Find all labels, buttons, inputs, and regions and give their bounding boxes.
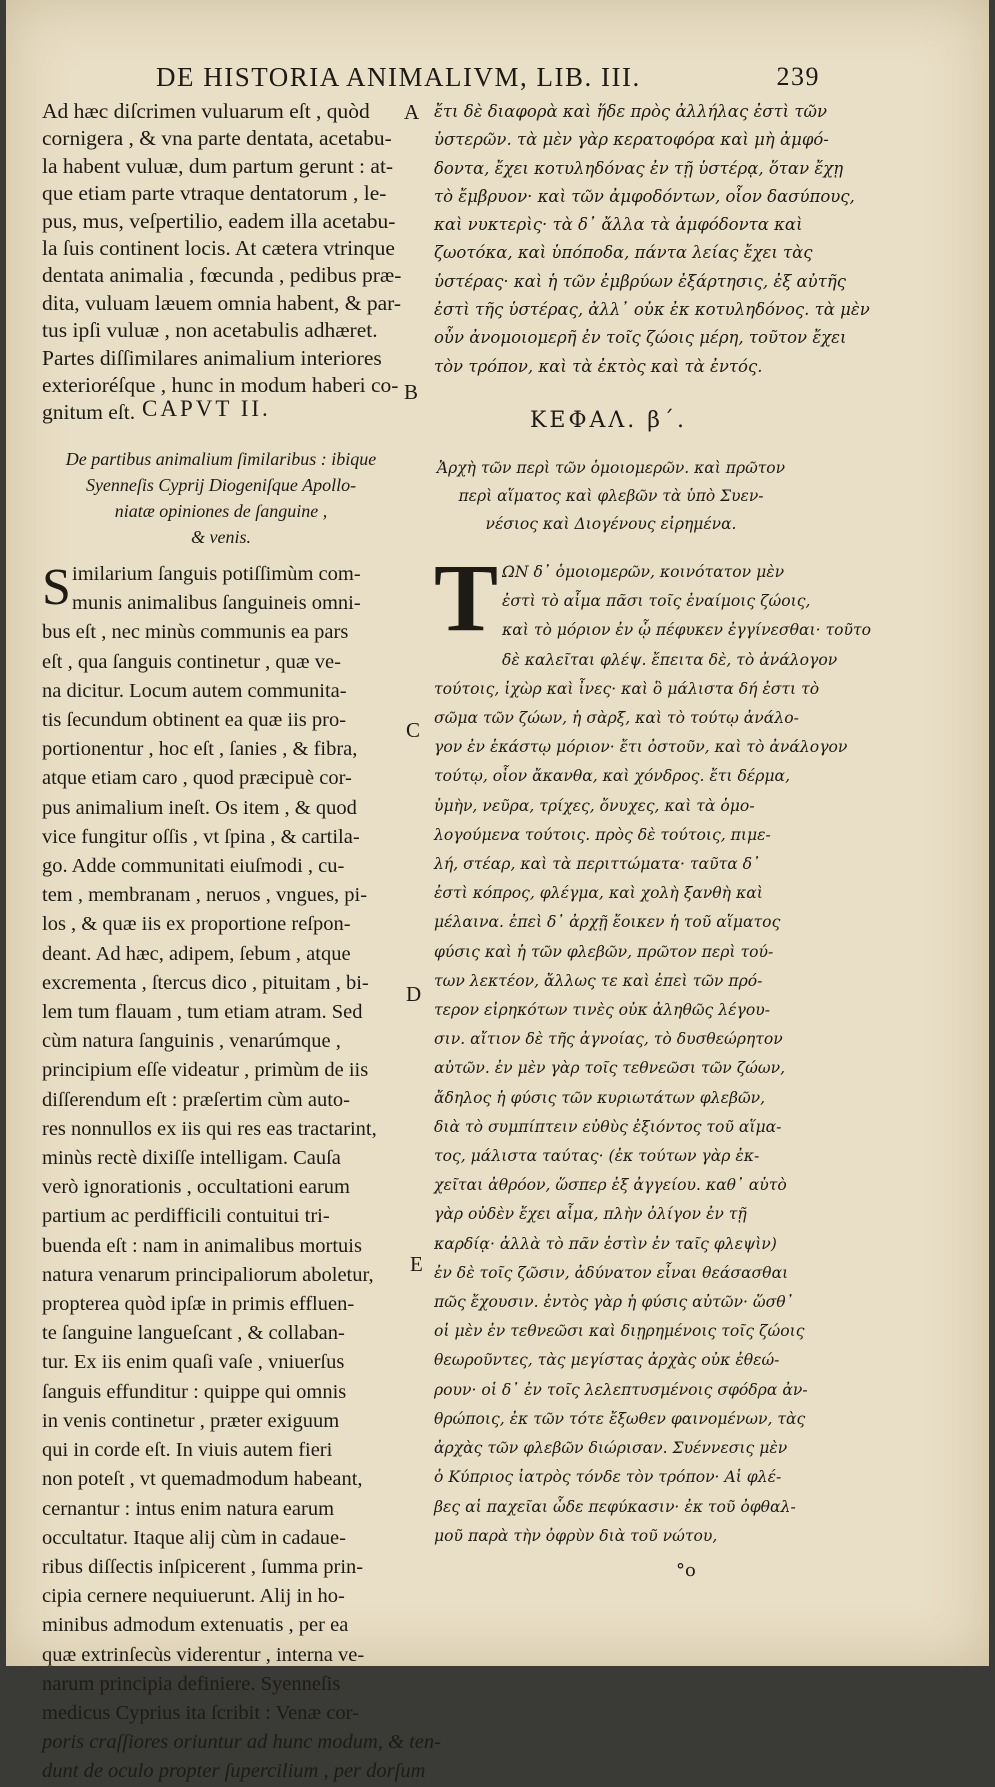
text-line: atque etiam caro , quod præcipuè cor- — [42, 767, 352, 790]
text-line: χεῖται ἀθρόον, ὥσπερ ἐξ ἀγγείου. καθ᾽ αὑτὸ — [434, 1176, 787, 1195]
text-line: dita, vuluam læuem omnia habent, & par- — [42, 290, 402, 315]
text-line: θεωροῦντες, τὰς μεγίστας ἀρχὰς οὐκ ἐθεώ- — [434, 1351, 780, 1370]
text-line: quæ extrinſecùs viderentur , interna ve- — [42, 1643, 365, 1666]
text-line: ἐν δὲ τοῖς ζῶσιν, ἀδύνατον εἶναι θεάσασθαι — [434, 1263, 789, 1282]
text-line: medicus Cyprius ita ſcribit : Venæ cor- — [42, 1701, 359, 1724]
text-line: portionentur , hoc eſt , ſanies , & fibra, — [42, 738, 358, 761]
text-line: σῶμα τῶν ζώων, ἡ σὰρξ, καὶ τὸ τούτῳ ἀνάλο- — [434, 709, 799, 728]
latin-continuation-text — [42, 98, 402, 427]
drop-cap-latin: S — [42, 559, 71, 616]
text-line: οὖν ἀνομοιομερῆ ἐν τοῖς ζώοις μέρη, τοῦτον ἔχει — [434, 328, 847, 348]
drop-cap-greek: Τ — [434, 544, 499, 651]
text-line: dentata animalia , fœcunda , pedibus præ- — [42, 263, 402, 288]
chapter-summary-greek — [424, 454, 798, 538]
text-line: τὸν τρόπον, καὶ τὰ ἐκτὸς καὶ τὰ ἐντός. — [434, 356, 763, 376]
greek-continuation-text — [434, 98, 870, 381]
text-line: tis ſecundum obtinent ea quæ iis pro- — [42, 709, 347, 732]
text-line: bus eſt , nec minùs communis ea pars — [42, 621, 349, 644]
text-line: βες αἱ παχεῖαι ὧδε πεφύκασιν· ἐκ τοῦ ὀφθαλ- — [434, 1497, 796, 1516]
text-line: δοντα, ἔχει κοτυληδόνας ἐν τῇ ὑστέρᾳ, ὅταν ἔχῃ — [434, 158, 844, 178]
book-page — [6, 0, 989, 1783]
text-line: pus, mus, veſpertilio, eadem illa acetabu- — [42, 208, 396, 233]
text-line: cipia cernere nequiuerunt. Alij in ho- — [42, 1585, 345, 1608]
text-line: ſanguis effunditur : quippe qui omnis — [42, 1380, 347, 1403]
text-line: verò ignorationis , occultationi earum — [42, 1176, 350, 1199]
margin-marker-b: B — [404, 380, 419, 404]
running-header — [156, 62, 820, 93]
text-line: οἱ μὲν ἐν τεθνεῶσι καὶ διῃρημένοις τοῖς ζώοις — [434, 1322, 805, 1341]
text-line: ὑστερῶν. τὰ μὲν γὰρ κερατοφόρα καὶ μὴ ἀμφό- — [434, 130, 829, 150]
text-line: θρώποις, ἐκ τῶν τότε ἔξωθεν φαινομένων, τὰς — [434, 1409, 806, 1428]
text-line: δὲ καλεῖται φλέψ. ἔπειτα δὲ, τὸ ἀνάλογον — [502, 650, 838, 669]
text-line: τὸ ἔμβρυον· καὶ τῶν ἀμφοδόντων, οἷον δασύπους, — [434, 186, 855, 206]
text-line: ἔτι δὲ διαφορὰ καὶ ἥδε πρὸς ἀλλήλας ἐστὶ τῶν — [434, 102, 828, 121]
text-line: Ἀρχὴ τῶν περὶ τῶν ὁμοιομερῶν. καὶ πρῶτον — [436, 459, 786, 477]
text-line: ἐστὶ τὸ αἷμα πᾶσι τοῖς ἐναίμοις ζώοις, — [502, 592, 811, 611]
text-line: μέλαινα. ἐπεὶ δ᾽ ἀρχῇ ἔοικεν ἡ τοῦ αἵματος — [434, 913, 781, 932]
margin-marker-a: A — [404, 100, 420, 124]
text-line: que etiam parte vtraque dentatorum , le- — [42, 181, 387, 206]
text-line: excrementa , ſtercus dico , pituitam , bi- — [42, 971, 369, 994]
text-line: ρουν· οἱ δ᾽ ἐν τοῖς λελεπτυσμένοις σφόδρα ἀν- — [434, 1380, 808, 1399]
text-line: diſſerendum eſt : præſertim cùm auto- — [42, 1088, 350, 1111]
text-line: σιν. αἴτιον δὲ τῆς ἀγνοίας, τὸ δυσθεώρητον — [434, 1030, 783, 1049]
text-line: ὑμὴν, νεῦρα, τρίχες, ὄνυχες, καὶ τὰ ὁμο- — [434, 796, 755, 815]
text-line: minibus admodum extenuatis , per ea — [42, 1614, 349, 1637]
text-line: niatæ opiniones de ſanguine , — [114, 501, 328, 521]
text-line: deant. Ad hæc, adipem, ſebum , atque — [42, 942, 351, 965]
text-line: ὑστέρας· καὶ ἡ τῶν ἐμβρύων ἐξάρτησις, ἐξ αὐτῆς — [434, 271, 846, 291]
text-line: φύσις καὶ ἡ τῶν φλεβῶν, πρῶτον περὶ τού- — [434, 942, 774, 961]
text-line: te ſanguine langueſcant , & collaban- — [42, 1322, 345, 1345]
text-line: ἐστὶ τῆς ὑστέρας, ἀλλ᾽ οὐκ ἐκ κοτυληδόνος. τὰ μὲν — [434, 300, 870, 320]
text-line: na dicitur. Locum autem communita- — [42, 679, 347, 702]
text-line: natura venarum principaliorum aboletur, — [42, 1263, 374, 1286]
text-line: minùs rectè dixiſſe intelligam. Cauſa — [42, 1147, 341, 1170]
text-line: cornigera , & vna parte dentata, acetabu- — [42, 126, 392, 151]
text-line: γον ἐν ἑκάστῳ μόριον· ἔτι ὀστοῦν, καὶ τὸ ἀνάλογον — [434, 738, 848, 757]
text-line: ἐστὶ κόπρος, φλέγμα, καὶ χολὴ ξανθὴ καὶ — [434, 884, 763, 903]
text-line: buenda eſt : nam in animalibus mortuis — [42, 1234, 362, 1257]
text-line: πῶς ἔχουσιν. ἐντὸς γὰρ ἡ φύσις αὐτῶν· ὥσθ᾽ — [434, 1293, 794, 1312]
text-line: Syenneſis Cyprij Diogeniſque Apollo- — [85, 475, 357, 495]
text-line: cùm natura ſanguinis , venarúmque , — [42, 1030, 341, 1053]
text-line: occultatur. Itaque alij cùm in cadaue- — [42, 1526, 346, 1549]
text-line: μοῦ παρὰ τὴν ὀφρὺν διὰ τοῦ νώτου, — [434, 1526, 718, 1545]
text-line: λή, στέαρ, καὶ τὰ περιττώματα· ταῦτα δ᾽ — [434, 855, 760, 874]
text-line: propterea quòd ipſæ in primis effluen- — [42, 1293, 355, 1316]
text-line: τούτῳ, οἷον ἄκανθα, καὶ χόνδρος. ἔτι δέρμα, — [434, 767, 791, 786]
text-line: καρδίᾳ· ἀλλὰ τὸ πᾶν ἐστὶν ἐν ταῖς φλεψὶν) — [434, 1234, 777, 1253]
text-line: munis animalibus ſanguineis omni- — [72, 592, 361, 615]
page-number: 239 — [776, 62, 820, 91]
text-line: partium ac perdifficili contuitui tri- — [42, 1205, 330, 1228]
text-line: διὰ τὸ συμπίπτειν εὐθὺς ἐξιόντος τοῦ αἵμα- — [434, 1117, 782, 1136]
text-line: go. Adde communitati eiuſmodi , cu- — [42, 855, 345, 878]
text-line: principium eſſe videatur , primùm de iis — [42, 1059, 369, 1082]
text-line: lem tum flauam , tum etiam atram. Sed — [42, 1001, 363, 1024]
text-line: καὶ τὸ μόριον ἐν ᾧ πέφυκεν ἐγγίνεσθαι· τοῦτο — [502, 621, 872, 640]
greek-body-text — [434, 558, 872, 1551]
text-line: νέσιος καὶ Διογένους εἰρημένα. — [485, 515, 737, 533]
text-line: Ad hæc diſcrimen vuluarum eſt , quòd — [42, 99, 370, 123]
text-line: eſt , qua ſanguis continetur , quæ ve- — [42, 650, 341, 673]
text-line: Partes diſſimilares animalium interiores — [42, 345, 382, 370]
text-line: la habent vuluæ, dum partum gerunt : at- — [42, 153, 394, 178]
running-title: DE HISTORIA ANIMALIVM, LIB. III. — [156, 62, 641, 92]
text-line: la ſuis continent locis. At cætera vtrinque — [42, 236, 395, 261]
margin-marker-c: C — [406, 718, 421, 742]
text-line: narum principia definiere. Syenneſis — [42, 1672, 341, 1695]
text-line: λογούμενα τούτοις. πρὸς δὲ τούτοις, πιμε- — [434, 825, 771, 844]
text-line: αὐτῶν. ἐν μὲν γὰρ τοῖς τεθνεῶσι τῶν ζώων, — [434, 1059, 786, 1078]
text-line: τος, μάλιστα ταύτας· (ἐκ τούτων γὰρ ἐκ- — [434, 1147, 760, 1166]
text-line: ὁ Κύπριος ἰατρὸς τόνδε τὸν τρόπον· Αἱ φλέ- — [434, 1468, 782, 1487]
chapter-heading-greek: ΚΕΦΑΛ. β΄. — [530, 408, 688, 433]
text-line: imilarium ſanguis potiſſimùm com- — [72, 563, 361, 585]
text-line: περὶ αἵματος καὶ φλεβῶν τὰ ὑπὸ Συεν- — [458, 487, 764, 505]
latin-body-text — [42, 560, 441, 1787]
text-line: tur. Ex iis enim quaſi vaſe , vniuerſus — [42, 1351, 345, 1374]
text-line: ζωοτόκα, καὶ ὑπόποδα, πάντα λείας ἔχει τὰς — [434, 243, 813, 263]
text-line: & venis. — [191, 527, 251, 547]
text-line: in venis continetur , præter exiguum — [42, 1409, 340, 1432]
text-line: ἀρχὰς τῶν φλεβῶν διώρισαν. Συέννεσις μὲν — [434, 1439, 788, 1458]
text-line: los , & quæ iis ex proportione reſpon- — [42, 913, 351, 936]
margin-marker-e: E — [410, 1252, 423, 1276]
text-line: non poteſt , vt quemadmodum habeant, — [42, 1468, 363, 1491]
text-line: dunt de oculo propter ſupercilium , per dorſum — [42, 1760, 426, 1783]
text-line: τούτοις, ἰχὼρ καὶ ἶνες· καὶ ὃ μάλιστα δή ἐστι τὸ — [434, 679, 820, 698]
text-line: τερον εἰρηκότων τινὲς οὐκ ἀληθῶς λέγου- — [434, 1001, 770, 1020]
text-line: ΩΝ δ᾽ ὁμοιομερῶν, κοινότατον μὲν — [502, 563, 785, 581]
text-line: pus animalium ineſt. Os item , & quod — [42, 796, 357, 819]
text-line: tus ipſi vuluæ , non acetabulis adhæret. — [42, 318, 378, 343]
chapter-summary-latin — [42, 446, 400, 550]
text-line: qui in corde eſt. In viuis autem fieri — [42, 1439, 333, 1462]
text-line: γὰρ οὐδὲν ἔχει αἷμα, πλὴν ὀλίγον ἐν τῇ — [434, 1205, 747, 1224]
text-line: καὶ νυκτερὶς· τὰ δ᾽ ἄλλα τὰ ἀμφόδοντα καὶ — [434, 215, 803, 235]
text-line: res nonnullos ex iis qui res eas tractarint, — [42, 1117, 377, 1140]
margin-marker-d: D — [406, 982, 422, 1006]
text-line: De partibus animalium ſimilaribus : ibique — [65, 449, 377, 469]
footer-mark: °o — [676, 1560, 696, 1581]
text-line: cernantur : intus enim natura earum — [42, 1497, 335, 1520]
text-line: exterioréſque , hunc in modum haberi co- — [42, 373, 399, 398]
text-line: tem , membranam , neruos , vngues, pi- — [42, 884, 368, 907]
text-line: poris craſſiores oriuntur ad hunc modum, & ten- — [42, 1731, 441, 1754]
text-line: ribus diſſectis inſpicerent , ſumma prin- — [42, 1555, 364, 1578]
text-line: gnitum eſt. — [42, 400, 136, 425]
chapter-heading-latin: CAPVT II. — [142, 396, 271, 421]
text-line: των λεκτέον, ἄλλως τε καὶ ἐπεὶ τῶν πρό- — [434, 971, 763, 990]
text-line: vice fungitur oſſis , vt ſpina , & cartila- — [42, 825, 360, 848]
text-line: ἄδηλος ἡ φύσις τῶν κυριωτάτων φλεβῶν, — [434, 1088, 766, 1107]
